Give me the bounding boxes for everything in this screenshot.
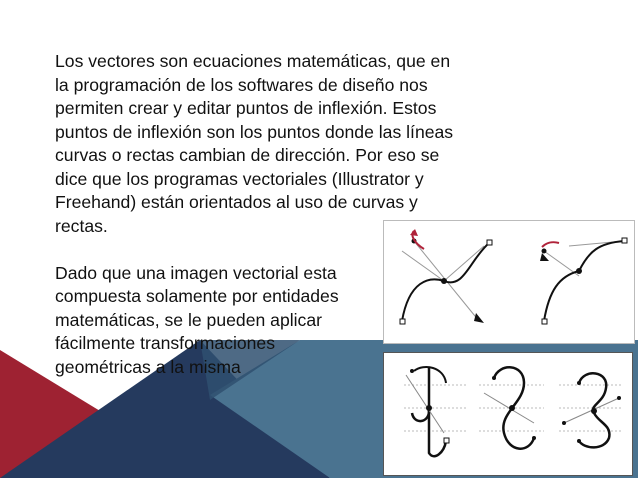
paragraph-vector-transformations: Dado que una imagen vectorial esta compuesta solamente por entidades matemáticas, se le pueden aplicar fácilmente transformaciones geométricas a la misma (55, 262, 339, 377)
red-drag-arrow-icon-2 (542, 242, 559, 247)
paragraph-vectors-definition: Los vectores son ecuaciones matemáticas, que en la programación de los softwares de diseño nos permiten crear y editar puntos de inflexión. Estos puntos de inflexión son los puntos donde las líneas curvas o rectas cambian de dirección. Por eso se dice que los programas vectoriales (Illustrator y Freehand) están orientados al uso de curvas y rectas. (55, 51, 454, 236)
slide-text (55, 50, 535, 379)
